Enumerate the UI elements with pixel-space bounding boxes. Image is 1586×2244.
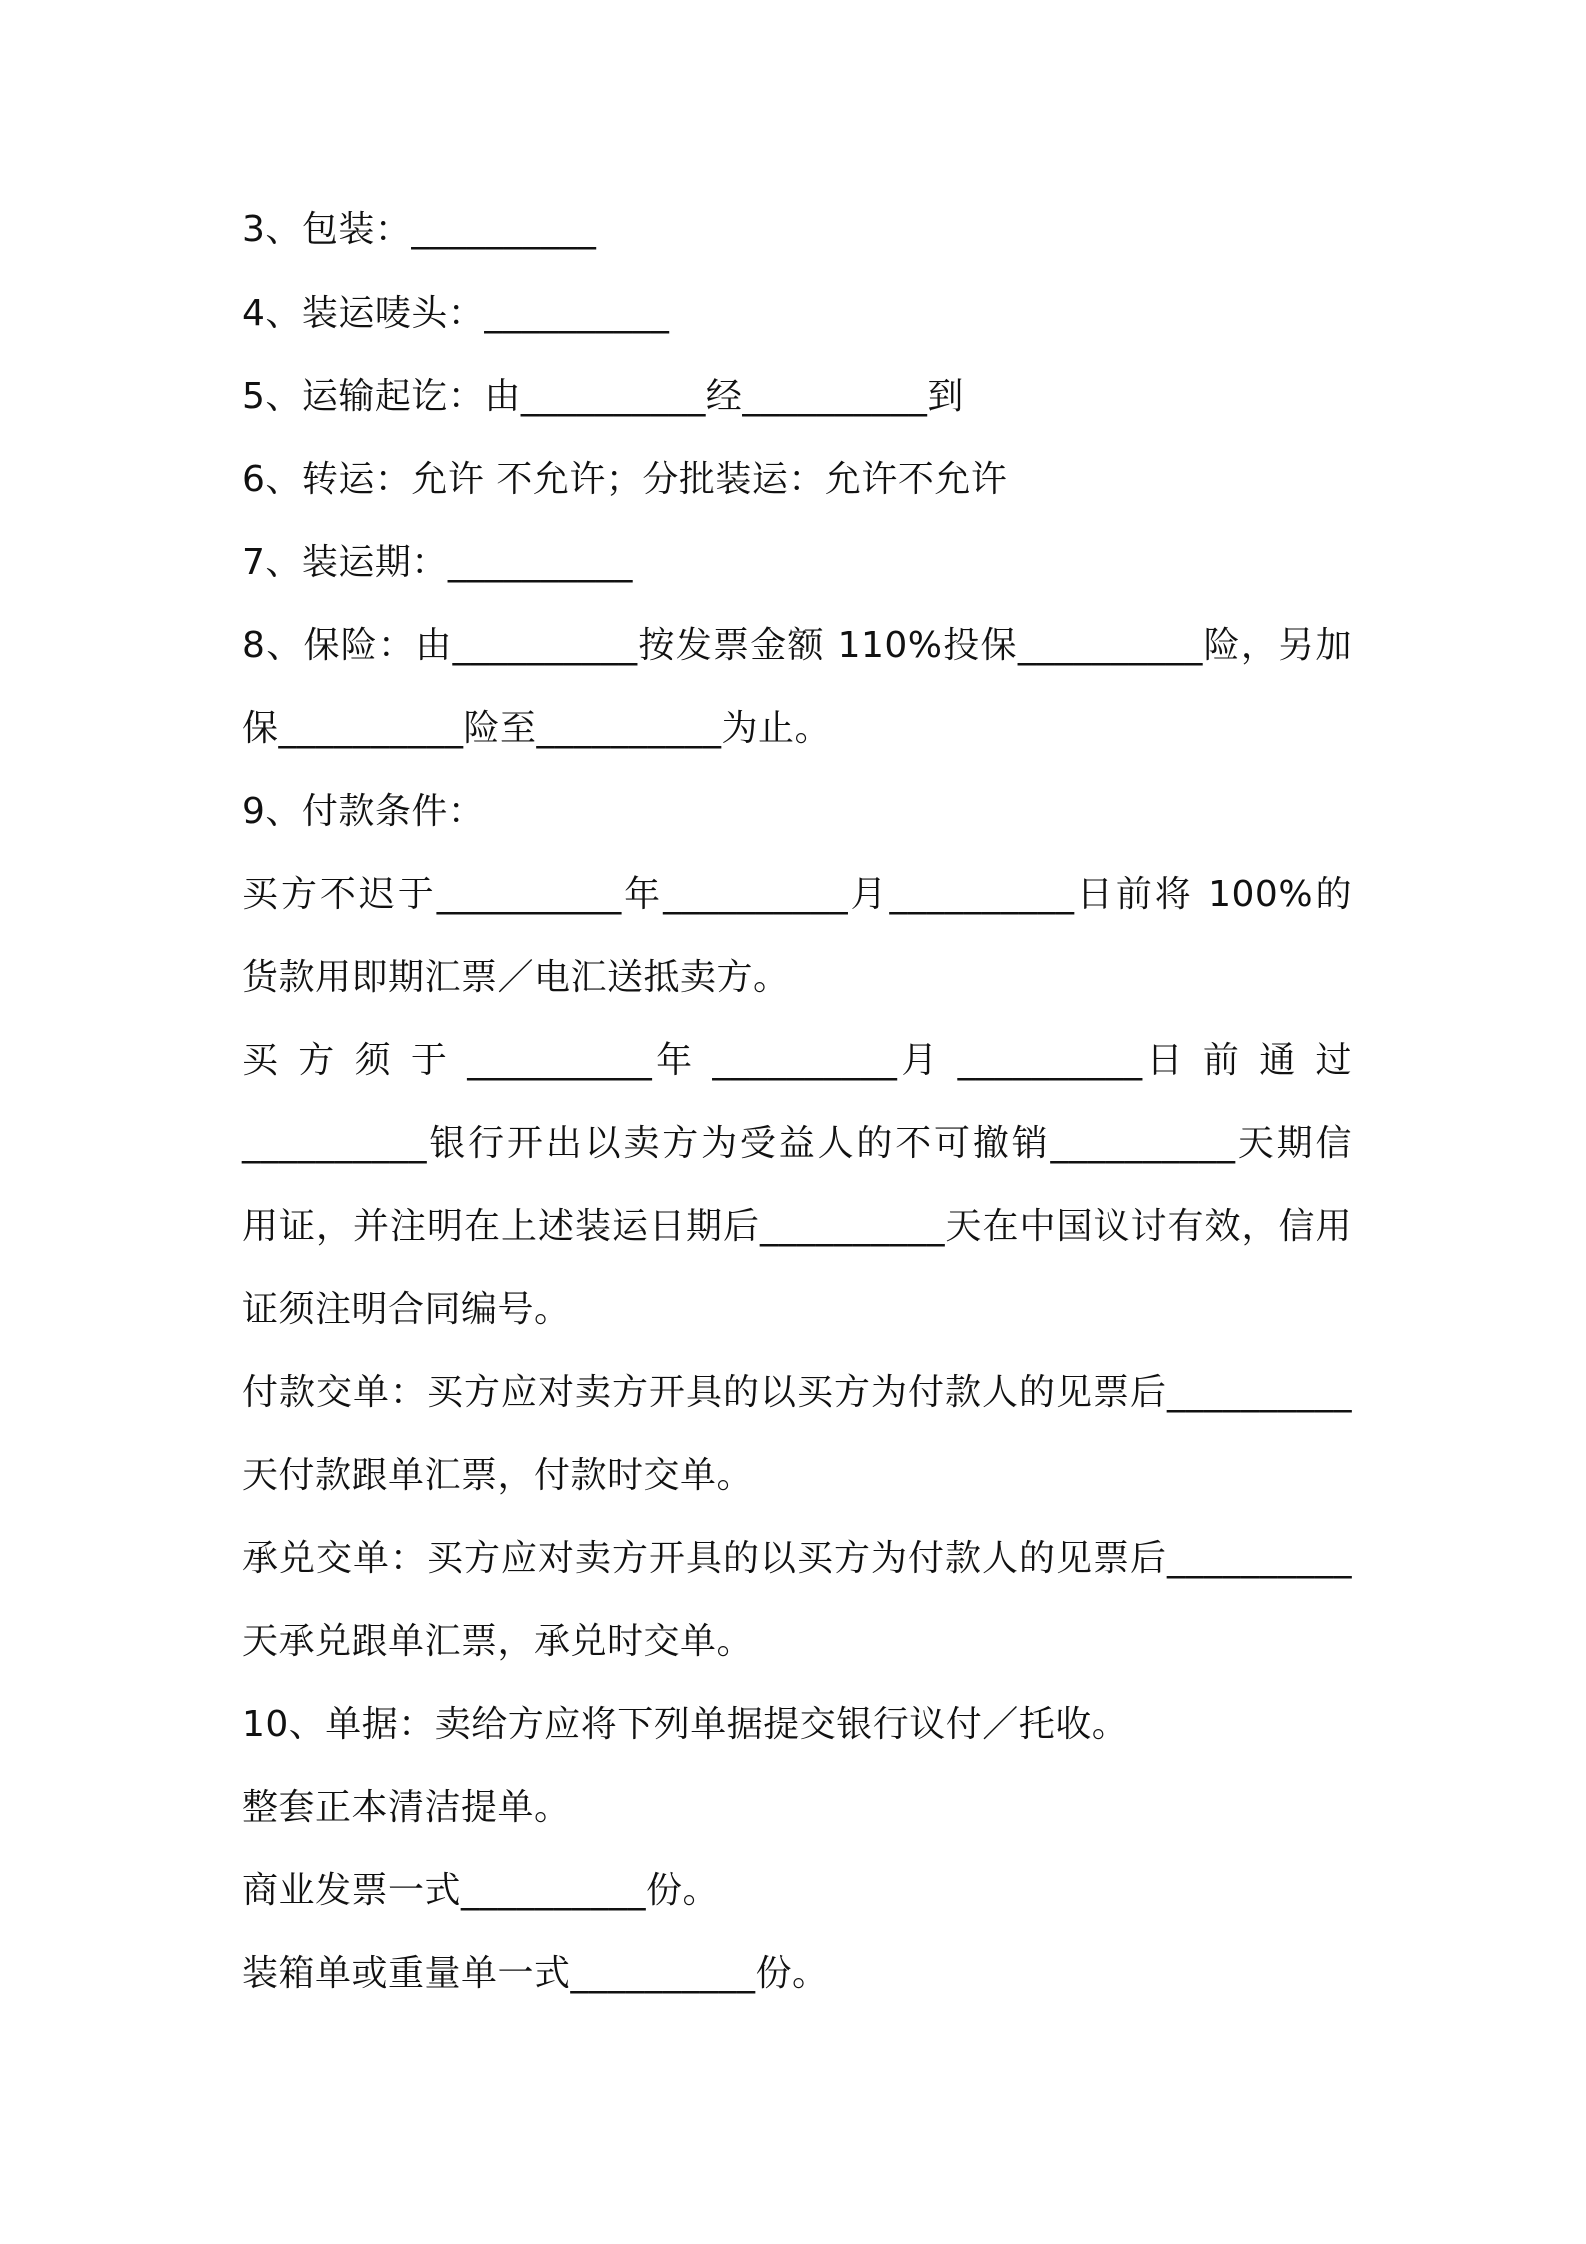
payment-para-2-line-3: 用证，并注明在上述装运日期后__________天在中国议讨有效，信用 (242, 1206, 1352, 1247)
payment-para-2-line-4: 证须注明合同编号。 (242, 1289, 571, 1330)
payment-da-line-1: 承兑交单：买方应对卖方开具的以买方为付款人的见票后__________ (242, 1538, 1352, 1579)
payment-para-1-line-1: 买方不迟于__________年__________月__________日前将 100%的 (242, 874, 1352, 915)
clause-7-shipment-period: 7、装运期：__________ (242, 542, 633, 583)
payment-dp-line-2: 天付款跟单汇票，付款时交单。 (242, 1455, 754, 1496)
clause-10-documents: 10、单据：卖给方应将下列单据提交银行议付／托收。 (242, 1704, 1129, 1745)
clause-9-payment-terms: 9、付款条件： (242, 791, 485, 832)
document-packing-list: 装箱单或重量单一式__________份。 (242, 1953, 829, 1994)
payment-para-1-line-2: 货款用即期汇票／电汇送抵卖方。 (242, 957, 790, 998)
clause-6-transshipment: 6、转运：允许 不允许；分批装运：允许不允许 (242, 459, 1008, 500)
payment-dp-line-1: 付款交单：买方应对卖方开具的以买方为付款人的见票后__________ (242, 1372, 1352, 1413)
document-commercial-invoice: 商业发票一式__________份。 (242, 1870, 720, 1911)
clause-8-insurance-line-1: 8、保险：由__________按发票金额 110%投保__________险，另加 (242, 625, 1352, 666)
clause-8-insurance-line-2: 保__________险至__________为止。 (242, 708, 832, 749)
payment-para-2-line-2: __________银行开出以卖方为受益人的不可撤销__________天期信 (242, 1123, 1352, 1164)
payment-para-2-line-1: 买 方 须 于 __________年 __________月 __________日 前 通 过 (242, 1040, 1352, 1081)
clause-4-shipping-marks: 4、装运唛头：__________ (242, 293, 670, 334)
clause-3-packing: 3、包装：__________ (242, 209, 597, 250)
payment-da-line-2: 天承兑跟单汇票，承兑时交单。 (242, 1621, 754, 1662)
clause-5-transport-route: 5、运输起讫：由__________经__________到 (242, 376, 964, 417)
document-bill-of-lading: 整套正本清洁提单。 (242, 1787, 571, 1828)
